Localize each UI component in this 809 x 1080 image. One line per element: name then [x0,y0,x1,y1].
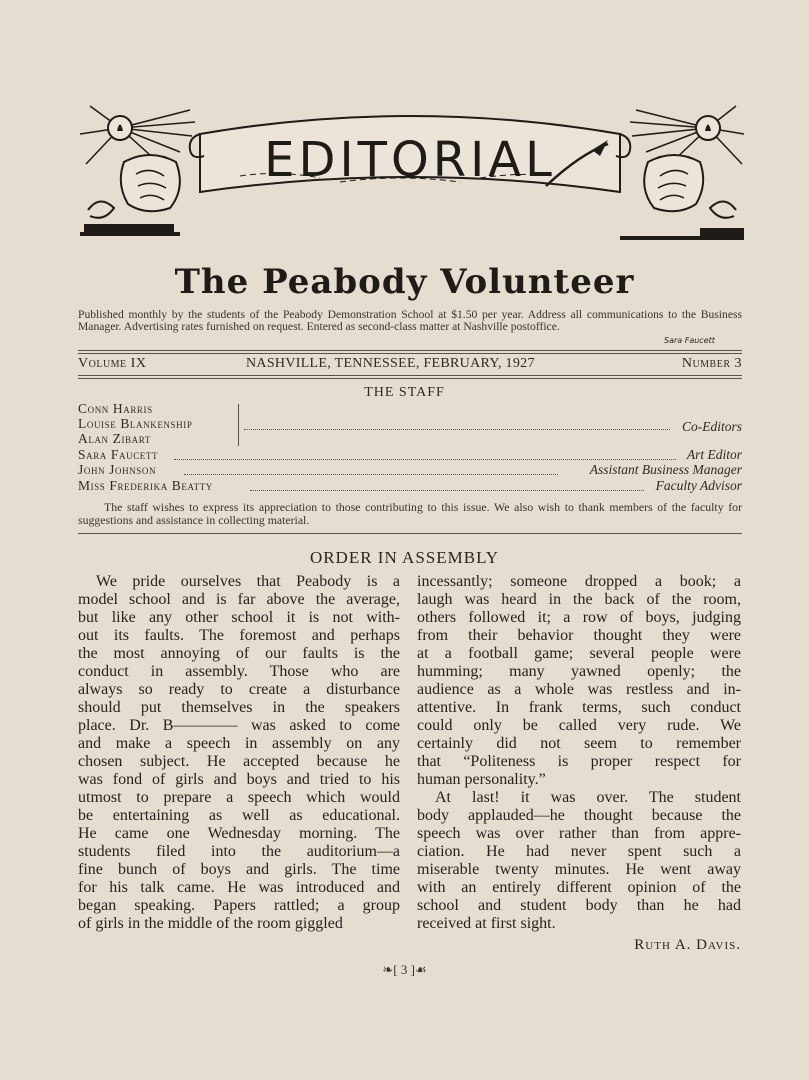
number-label: Number 3 [681,356,742,371]
staff-role: Art Editor [686,447,742,462]
divider-rule [78,353,742,354]
publication-info: Published monthly by the students of the Peabody Demonstration School at $1.50 per year. Address all communications to the Business Manager. Advertising rates furnished on request. Entered as second-class matter at Nashville postoffice. [78,308,742,333]
article-line: fine bunch of boys and girls. The time [78,861,400,878]
leader-dots [244,429,670,430]
staff-role: Co-Editors [681,419,742,434]
article-line: of girls in the middle of the room giggled [78,915,343,932]
staff-name: Sara Faucett [78,447,159,462]
article-line: human personality.” [417,771,546,788]
article-line: could only be called very rude. We [417,717,741,734]
leader-dots [250,490,644,491]
article-line: speech was over rather than from appre- [417,825,741,842]
article-line: certainly did not seem to remember [417,735,741,752]
banner-title: EDITORIAL [264,132,556,188]
article-line: conduct in assembly. Those who are [78,663,400,680]
leader-dots [174,459,676,460]
article-line: audience as a whole was restless and in- [417,681,741,698]
article-line: humming; many yawned openly; the [417,663,741,680]
article-line: but like any other school it is not with- [78,609,400,626]
article-line: At last! it was over. The student [435,789,741,806]
article-line: always so ready to create a disturbance [78,681,400,698]
folio-number: 3 [400,962,408,977]
article-line: He came one Wednesday morning. The [78,825,400,842]
article-line: laugh was heard in the back of the room, [417,591,741,608]
volume-label: Volume IX [78,356,147,371]
article-line: incessantly; someone dropped a book; a [417,573,741,590]
article-line: out its faults. The foremost and perhaps [78,627,400,644]
page-number [0,962,809,978]
article-line: should put themselves in the speakers [78,699,400,716]
divider-rule [78,375,742,376]
article-line: others followed it; a row of boys, judging [417,609,741,626]
article-line: We pride ourselves that Peabody is a [96,573,400,590]
banner-illustration [80,104,744,252]
staff-heading: THE STAFF [364,385,445,400]
article-line: received at first sight. [417,915,556,932]
divider-rule [78,533,742,534]
article-line: for his talk came. He was introduced and [78,879,400,896]
article-line: miserable twenty minutes. He went away [417,861,741,878]
place-date: NASHVILLE, TENNESSEE, FEBRUARY, 1927 [246,356,535,371]
article-line: be entertaining as well as educational. [78,807,400,824]
folio-ornament-left: ❧[ [382,962,401,977]
folio-ornament-right: ]☙ [407,962,427,977]
staff-role: Faculty Advisor [655,478,742,493]
article-line: school and student body than he had [417,897,741,914]
staff-name: Louise Blankenship [78,416,193,431]
article-line: utmost to prepare a speech which would [78,789,400,806]
artist-signature: Sara Faucett [664,336,715,345]
article-line: place. Dr. B———— was asked to come [78,717,400,734]
article-line: attentive. In frank terms, such conduct [417,699,741,716]
article-line: from their behavior thought they were [417,627,741,644]
article-column-left [78,573,400,933]
staff-name: Conn Harris [78,401,153,416]
staff-name: Alan Zibart [78,431,151,446]
article-author: Ruth A. Davis. [634,937,741,953]
article-line: students filed into the auditorium—a [78,843,400,860]
article-line: at a football game; several people were [417,645,741,662]
article-line: chosen subject. He accepted because he [78,753,400,770]
co-editors-brace [232,404,239,446]
article-line: model school and is far above the average, [78,591,400,608]
staff-thanks: The staff wishes to express its appreciation to those contributing to this issue. We also wish to thank members of the faculty for suggestions and assistance in collecting material. [78,500,742,527]
article-line: began speaking. Papers rattled; a group [78,897,400,914]
article-line: with an entirely different opinion of the [417,879,741,896]
article-line: and make a speech in assembly on any [78,735,400,752]
article-line: was fond of girls and boys and tried to his [78,771,400,788]
article-line: the most annoying of our faults is the [78,645,400,662]
article-line: that “Politeness is proper respect for [417,753,741,770]
leader-dots [184,474,558,475]
article-column-right [417,573,741,933]
divider-rule [78,378,742,379]
article-line: body applauded—he thought because the [417,807,741,824]
staff-name: John Johnson [78,462,157,477]
divider-rule [78,350,742,351]
staff-role: Assistant Business Manager [589,462,742,477]
article-line: ciation. He had never spent such a [417,843,741,860]
masthead-title: The Peabody Volunteer [174,262,635,302]
staff-name: Miss Frederika Beatty [78,478,213,493]
article-title: ORDER IN ASSEMBLY [309,548,500,567]
